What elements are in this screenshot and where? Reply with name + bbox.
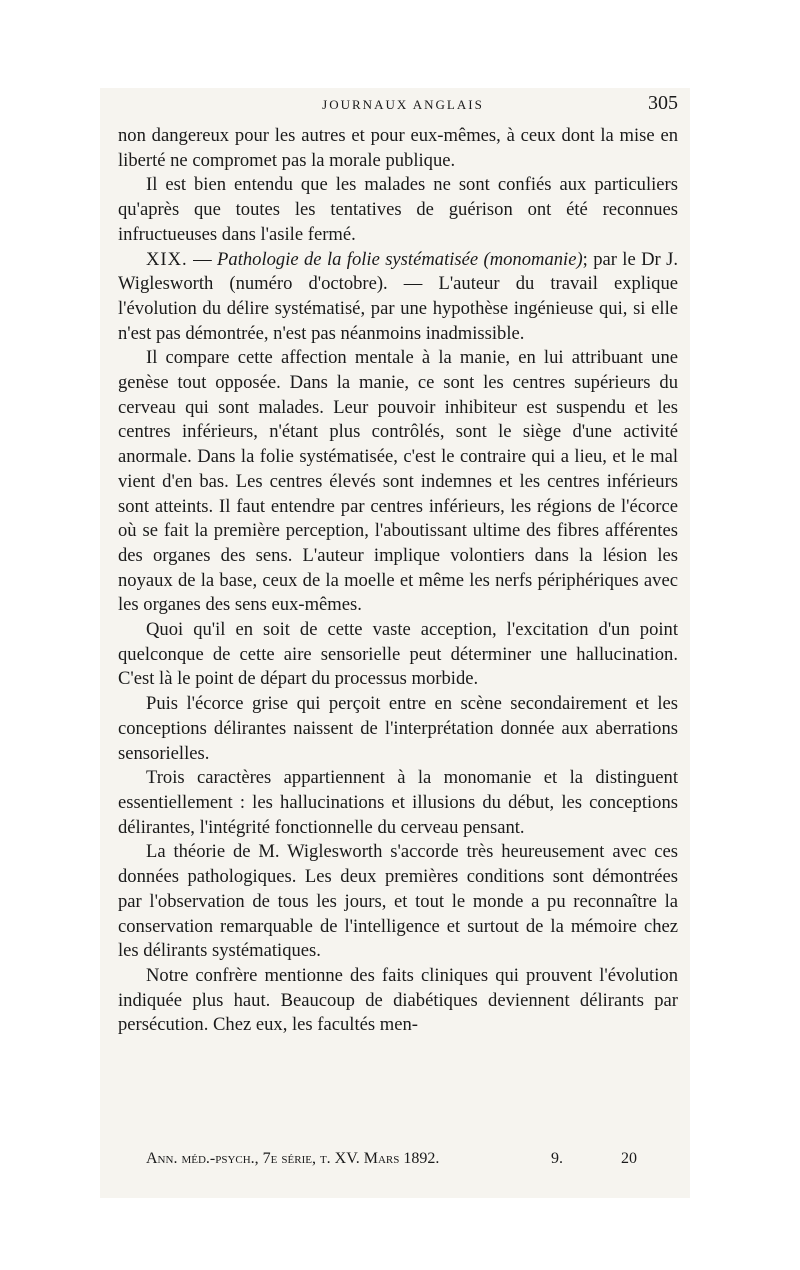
body-text	[118, 124, 678, 1038]
section-paragraph	[118, 248, 678, 347]
article-title: Pathologie de la folie systématisée (monomanie)	[217, 248, 583, 270]
section-text: ; par le Dr J. Wiglesworth (numéro d'octobre). — L'auteur du travail explique l'évolution du délire systématisé, par une hypothèse ingénieuse qui, si elle n'est pas démontrée, n'est pas néanmoins inadmissible.	[118, 248, 678, 344]
paragraph: Trois caractères appartiennent à la monomanie et la distinguent essentiellement : les hallucinations et illusions du début, les conceptions délirantes, l'intégrité fonctionnelle du cerveau pensant.	[118, 767, 678, 838]
page-number: 305	[648, 92, 678, 114]
section-dash: —	[187, 248, 218, 270]
section-number: XIX.	[146, 248, 188, 270]
paragraph: Puis l'écorce grise qui perçoit entre en scène secondairement et les conceptions délirantes naissent de l'interprétation donnée aux aberrations sensorielles.	[118, 693, 678, 764]
running-title: JOURNAUX ANGLAIS	[322, 97, 484, 112]
page-footer	[146, 1150, 656, 1174]
footer-journal-reference: Ann. méd.-psych., 7e série, t. XV. Mars 1892.	[146, 1150, 440, 1167]
footer-sheet-number: 20	[621, 1150, 637, 1167]
page-header	[118, 92, 678, 116]
paragraph: Quoi qu'il en soit de cette vaste acception, l'excitation d'un point quelconque de cette aire sensorielle peut déterminer une hallucination. C'est là le point de départ du processus morbide.	[118, 619, 678, 690]
paragraph: Notre confrère mentionne des faits cliniques qui prouvent l'évolution indiquée plus haut. Beaucoup de diabétiques deviennent délirants par persécution. Chez eux, les facultés men-	[118, 964, 678, 1036]
paragraph: La théorie de M. Wiglesworth s'accorde très heureusement avec ces données pathologiques. Les deux premières conditions sont démontrées par l'observation de tous les jours, et tout le monde a pu reconnaître la conservation remarquable de l'intelligence et surtout de la mémoire chez les délirants systématiques.	[118, 841, 678, 962]
paragraph: Il compare cette affection mentale à la manie, en lui attribuant une genèse tout opposée. Dans la manie, ce sont les centres supérieurs du cerveau qui sont malades. Leur pouvoir inhibiteur est suspendu et les centres inférieurs, n'étant plus contrôlés, sont le siège d'une activité anormale. Dans la folie systématisée, c'est le contraire qui a lieu, et le mal vient d'en bas. Les centres élevés sont indemnes et les centres inférieurs sont atteints. Il faut entendre par centres inférieurs, les régions de l'écorce où se fait la première perception, l'aboutissant ultime des fibres afférentes des organes des sens. L'auteur implique volontiers dans la lésion les noyaux de la base, ceux de la moelle et même les nerfs périphériques avec les organes des sens eux-mêmes.	[118, 347, 678, 616]
paragraph-continuation: non dangereux pour les autres et pour eux-mêmes, à ceux dont la mise en liberté ne compromet pas la morale publique.	[118, 125, 678, 171]
paragraph: Il est bien entendu que les malades ne sont confiés aux particuliers qu'après que toutes les tentatives de guérison ont été reconnues infructueuses dans l'asile fermé.	[118, 174, 678, 245]
footer-signature-mark: 9.	[551, 1150, 563, 1167]
